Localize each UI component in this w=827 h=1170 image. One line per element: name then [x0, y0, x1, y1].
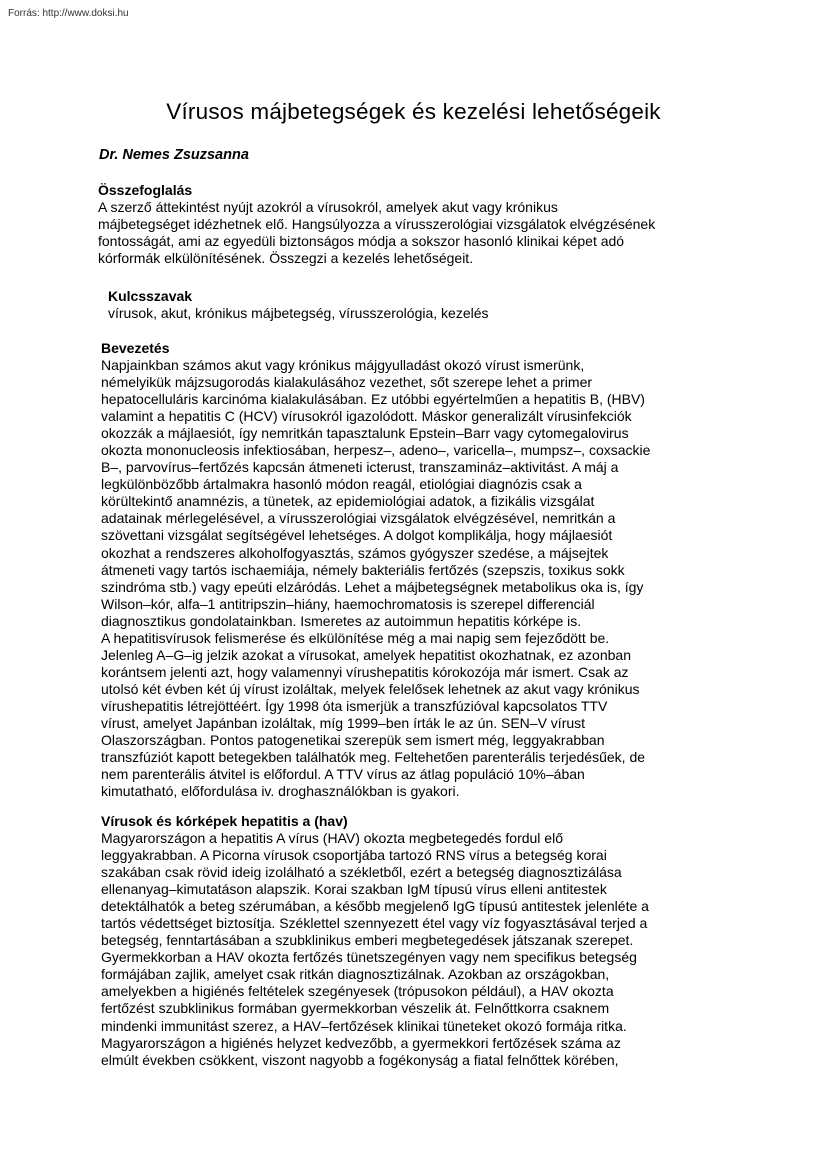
introduction-heading: Bevezetés	[101, 340, 170, 356]
source-url: Forrás: http://www.doksi.hu	[8, 8, 129, 19]
summary-text: A szerző áttekintést nyújt azokról a vírusokról, amelyek akut vagy krónikus májbetegséget idézhetnek elő. Hangsúlyozza a vírusszerológiai vizsgálatok elvégzésének fontosságát, ami az egyedüli biztonságos módja a sokszor hasonló klinikai képet adó kórformák elkülönítésének. Összegzi a kezelés lehetőségeit.	[98, 199, 656, 267]
hav-text: Magyarországon a hepatitis A vírus (HAV) okozta megbetegedés fordul elő leggyakrabban. A Picorna vírusok csoportjába tartozó RNS vírus a betegség korai szakában csak rövid ideig izolálható a székletből, ezért a betegség diagnosztizálása ellenanyag–kimutatáson alapszik. Korai szakban IgM típusú vírus elleni antitestek detektálhatók a beteg szérumában, a később megjelenő IgG típusú antitestek jelenléte a tartós védettséget biztosítja. Széklettel szennyezett étel vagy víz fogyasztásával terjed a betegség, fenntartásában a szubklinikus emberi megbetegedések játszanak szerepet. Gyermekkorban a HAV okozta fertőzés tünetszegényen vagy nem specifikus betegség formájában zajlik, amelyet csak ritkán diagnosztizálnak. Azokban az országokban, amelyekben a higiénés feltételek szegényesek (trópusokon például), a HAV okozta fertőzést szubklinikus formában gyermekkorban vészelik át. Felnőttkorra csaknem mindenki immunitást szerez, a HAV–fertőzések klinikai tüneteket okozó formája ritka. Magyarországon a higiénés helyzet kedvezőbb, a gyermekkori fertőzések száma az elmúlt években csökkent, viszont nagyobb a fogékonyság a fiatal felnőttek körében,	[101, 830, 649, 1068]
page-title: Vírusos májbetegségek és kezelési lehetőségeik	[166, 99, 661, 124]
summary-section	[98, 182, 738, 267]
keywords-section	[108, 288, 728, 322]
introduction-text: Napjainkban számos akut vagy krónikus májgyulladást okozó vírust ismerünk, némelyikük májzsugorodás kialakulásához vezethet, sőt szerepe lehet a primer hepatocelluláris karcinóma kialakulásában. Ez utóbbi egyértelműen a hepatitis B, (HBV) valamint a hepatitis C (HCV) vírusokról igazolódott. Máskor generalizált vírusinfekciók okozzák a májlaesiót, így nemritkán tapasztalunk Epstein–Barr vagy cytomegalovirus okozta mononucleosis infektiosában, herpesz–, adeno–, varicella–, mumpsz–, coxsackie B–, parvovírus–fertőzés kapcsán átmeneti icterust, transzamináz–aktivitást. A máj a legkülönbözőbb ártalmakra hasonló módon reagál, etiológiai diagnózis csak a körültekintő anamnézis, a tünetek, az epidemiológiai adatok, a fizikális vizsgálat adatainak mérlegelésével, a vírusszerológiai vizsgálatok elvégzésével, nemritkán a szövettani vizsgálat segítségével lehetséges. A dolgot komplikálja, hogy májlaesiót okozhat a rendszeres alkoholfogyasztás, számos gyógyszer szedése, a májsejtek átmeneti vagy tartós ischaemiája, némely bakteriális fertőzés (szepszis, toxikus sokk szindróma stb.) vagy epeúti elzáródás. Lehet a májbetegségnek metabolikus oka is, így Wilson–kór, alfa–1 antitripszin–hiány, haemochromatosis is szerepel differenciál diagnosztikus gondolatainkban. Ismeretes az autoimmun hepatitis kórképe is. A hepatitisvírusok felismerése és elkülönítése még a mai napig sem fejeződött be. Jelenleg A–G–ig jelzik azokat a vírusokat, amelyek hepatitist okozhatnak, ez azonban korántsem jelenti azt, hogy valamennyi vírushepatitis kórokozója már ismert. Csak az utolsó két évben két új vírust izoláltak, melyek felelősek lehetnek az akut vagy krónikus vírushepatitis létrejöttéért. Így 1998 óta ismerjük a transzfúzióval kapcsolatos TTV vírust, amelyet Japánban izoláltak, míg 1999–ben írták le az ún. SEN–V vírust Olaszországban. Pontos patogenetikai szerepük sem ismert még, leggyakrabban transzfúziót kapott betegekben találhatók meg. Feltehetően parenterális terjedésűek, de nem parenterális átvitel is előfordul. A TTV vírus az átlag populáció 10%–ában kimutatható, előfordulása iv. droghasználókban is gyakori.	[101, 357, 651, 800]
introduction-section	[101, 340, 741, 800]
hav-section	[101, 813, 741, 1069]
keywords-text: vírusok, akut, krónikus májbetegség, vírusszerológia, kezelés	[108, 305, 489, 321]
summary-heading: Összefoglalás	[98, 182, 193, 198]
keywords-heading: Kulcsszavak	[108, 288, 193, 304]
author-name: Dr. Nemes Zsuzsanna	[99, 147, 249, 163]
hav-heading: Vírusok és kórképek hepatitis a (hav)	[101, 813, 348, 829]
